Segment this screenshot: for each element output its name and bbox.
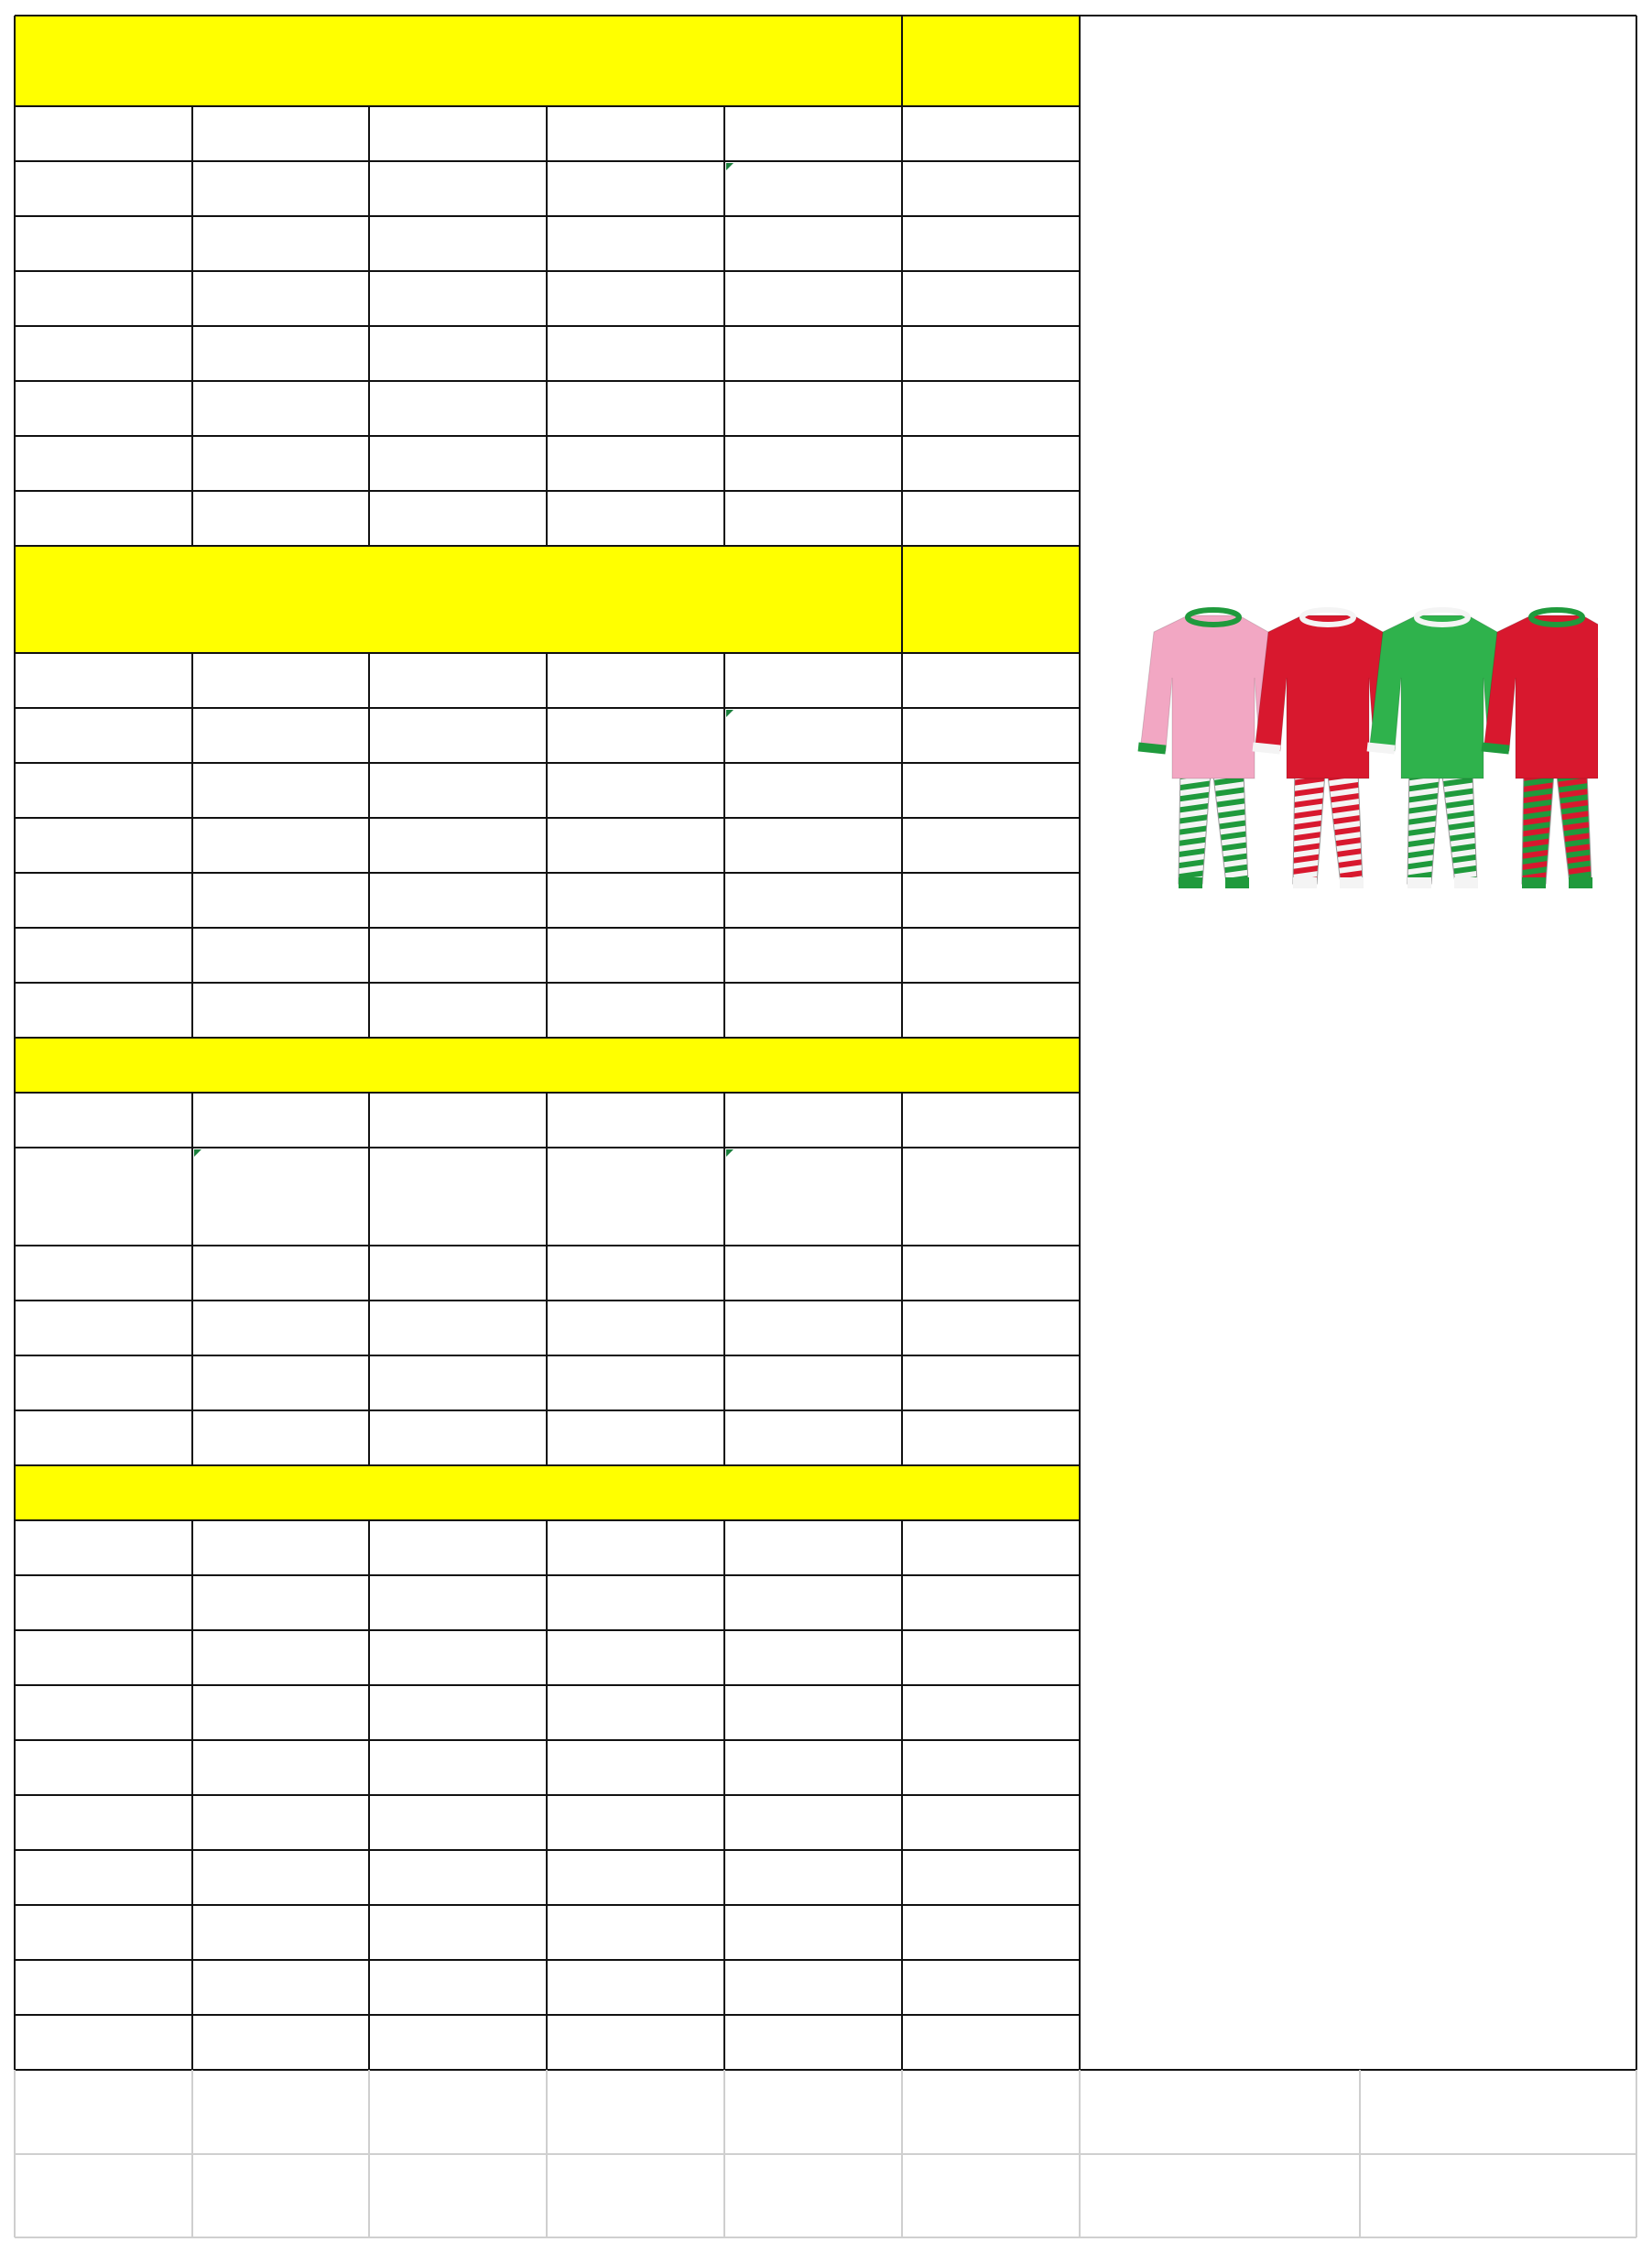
men-cell — [369, 818, 547, 873]
baby-cell — [192, 1410, 369, 1465]
red-top-pajama-top — [1484, 615, 1598, 778]
grid-line — [1079, 2070, 1081, 2237]
grid-line — [14, 2070, 16, 2237]
baby-cell — [192, 1355, 369, 1410]
children-cell — [369, 1740, 547, 1795]
children-cell — [902, 1960, 1080, 2015]
men-cell — [369, 983, 547, 1038]
grid-line — [1359, 2070, 1361, 2237]
children-cell — [547, 1740, 724, 1795]
men-cell — [192, 983, 369, 1038]
children-cell — [724, 2015, 902, 2070]
grid-line — [368, 2070, 370, 2237]
men-cell — [547, 983, 724, 1038]
baby-cell — [902, 1410, 1080, 1465]
baby-cell — [724, 1246, 902, 1301]
children-header-zh — [192, 1520, 369, 1575]
children-header-zh — [369, 1520, 547, 1575]
lady-header-en — [192, 161, 369, 216]
lady-cell — [192, 216, 369, 271]
grid-line — [546, 106, 548, 546]
baby-cell — [369, 1246, 547, 1301]
children-cell — [192, 1685, 369, 1740]
grid-line — [1080, 2069, 1636, 2071]
men-cell — [724, 763, 902, 818]
children-section-title — [15, 1465, 1080, 1520]
men-cell — [15, 818, 192, 873]
children-cell — [724, 1795, 902, 1850]
lady-header-en — [547, 161, 724, 216]
children-cell — [15, 1685, 192, 1740]
lady-header-en — [724, 161, 902, 216]
lady-section-title — [15, 16, 902, 106]
men-cell — [369, 873, 547, 928]
children-cell — [724, 1960, 902, 2015]
lady-cell — [724, 381, 902, 436]
red-top-pajama-cuff — [1569, 877, 1592, 888]
children-cell — [547, 1795, 724, 1850]
baby-cell — [902, 1246, 1080, 1301]
children-cell — [902, 1905, 1080, 1960]
lady-title-band-extra — [902, 16, 1080, 106]
lady-header-zh — [547, 106, 724, 161]
children-header-zh — [547, 1520, 724, 1575]
children-cell — [902, 1685, 1080, 1740]
baby-section-title — [15, 1038, 1080, 1093]
children-cell — [192, 1740, 369, 1795]
men-cell — [724, 983, 902, 1038]
children-cell — [369, 1795, 547, 1850]
men-header-zh — [724, 653, 902, 708]
children-cell — [547, 2015, 724, 2070]
children-header-en — [15, 1575, 192, 1630]
baby-cell — [192, 1246, 369, 1301]
grid-line — [15, 2153, 1636, 2155]
lady-cell — [724, 326, 902, 381]
grid-line — [14, 16, 16, 2070]
baby-cell — [15, 1301, 192, 1355]
children-cell — [15, 1960, 192, 2015]
children-cell — [192, 1960, 369, 2015]
children-cell — [15, 1630, 192, 1685]
children-header-en — [192, 1575, 369, 1630]
grid-line — [546, 2070, 548, 2237]
men-cell — [15, 873, 192, 928]
green-top-pajama-cuff — [1407, 877, 1431, 888]
men-header-zh — [369, 653, 547, 708]
men-header-zh — [192, 653, 369, 708]
red-top-pajama-cuff — [1293, 877, 1317, 888]
children-cell — [192, 2015, 369, 2070]
grid-line — [901, 546, 903, 653]
children-header-en — [724, 1575, 902, 1630]
men-cell — [192, 763, 369, 818]
grid-line — [546, 1093, 548, 1465]
children-cell — [192, 1850, 369, 1905]
baby-cell — [369, 1410, 547, 1465]
green-top-pajama-cuff — [1454, 877, 1478, 888]
grid-line — [723, 653, 725, 1038]
children-cell — [192, 1905, 369, 1960]
lady-cell — [15, 271, 192, 326]
baby-cell — [547, 1410, 724, 1465]
children-cell — [369, 1685, 547, 1740]
grid-line — [546, 1520, 548, 2070]
children-header-zh — [902, 1520, 1080, 1575]
men-header-zh — [547, 653, 724, 708]
lady-cell — [369, 216, 547, 271]
children-cell — [724, 1630, 902, 1685]
children-header-en — [547, 1575, 724, 1630]
lady-cell — [369, 271, 547, 326]
baby-cell — [724, 1355, 902, 1410]
baby-cell — [547, 1355, 724, 1410]
grid-line — [1636, 16, 1637, 2070]
children-cell — [192, 1630, 369, 1685]
baby-header-zh — [369, 1093, 547, 1148]
grid-line — [901, 2070, 903, 2237]
red-top-pajama-cuff — [1340, 877, 1364, 888]
lady-cell — [15, 436, 192, 491]
cell-comment-marker — [726, 710, 734, 717]
grid-line — [901, 1520, 903, 2070]
men-header-en — [15, 708, 192, 763]
lady-cell — [547, 381, 724, 436]
baby-header-zh — [192, 1093, 369, 1148]
lady-cell — [547, 271, 724, 326]
men-header-en — [192, 708, 369, 763]
grid-line — [1636, 2070, 1637, 2237]
men-cell — [724, 818, 902, 873]
pink-top-pajama-cuff — [1225, 877, 1249, 888]
lady-cell — [192, 436, 369, 491]
baby-header-en — [192, 1148, 369, 1246]
baby-cell — [192, 1301, 369, 1355]
grid-line — [191, 1093, 193, 1465]
baby-header-en — [547, 1148, 724, 1246]
lady-header-zh — [724, 106, 902, 161]
baby-header-zh — [15, 1093, 192, 1148]
men-cell — [547, 928, 724, 983]
children-cell — [724, 1850, 902, 1905]
grid-line — [191, 2070, 193, 2237]
lady-cell — [192, 326, 369, 381]
men-cell — [369, 928, 547, 983]
children-cell — [369, 1850, 547, 1905]
children-cell — [547, 1960, 724, 2015]
children-cell — [547, 1685, 724, 1740]
baby-cell — [15, 1355, 192, 1410]
lady-header-zh — [192, 106, 369, 161]
grid-line — [546, 653, 548, 1038]
cell-comment-marker — [726, 163, 734, 170]
grid-line — [15, 2237, 1636, 2238]
children-cell — [902, 1850, 1080, 1905]
lady-cell — [547, 326, 724, 381]
baby-cell — [724, 1301, 902, 1355]
men-cell — [192, 873, 369, 928]
green-top-pajama-top — [1369, 615, 1505, 778]
children-cell — [547, 1630, 724, 1685]
red-top-pajama-cuff — [1522, 877, 1546, 888]
lady-cell — [15, 216, 192, 271]
grid-line — [901, 16, 903, 106]
children-cell — [369, 1905, 547, 1960]
children-cell — [15, 2015, 192, 2070]
men-cell — [724, 873, 902, 928]
children-cell — [15, 1905, 192, 1960]
men-cell — [15, 928, 192, 983]
children-header-en — [902, 1575, 1080, 1630]
cell-comment-marker — [726, 1149, 734, 1157]
lady-cell — [15, 326, 192, 381]
lady-cell — [192, 271, 369, 326]
grid-line — [368, 1093, 370, 1465]
men-cell — [192, 818, 369, 873]
children-cell — [15, 1740, 192, 1795]
children-cell — [902, 1740, 1080, 1795]
grid-line — [368, 653, 370, 1038]
grid-line — [901, 653, 903, 1038]
men-title-band-extra — [902, 546, 1080, 653]
men-cell — [547, 818, 724, 873]
men-cell — [15, 763, 192, 818]
lady-cell — [369, 381, 547, 436]
baby-cell — [369, 1301, 547, 1355]
men-header-en — [369, 708, 547, 763]
lady-header-en — [15, 161, 192, 216]
baby-header-en — [902, 1148, 1080, 1246]
grid-line — [368, 1520, 370, 2070]
children-cell — [15, 1795, 192, 1850]
men-header-en — [547, 708, 724, 763]
baby-cell — [547, 1301, 724, 1355]
baby-header-zh — [724, 1093, 902, 1148]
children-cell — [724, 1740, 902, 1795]
men-header-zh — [15, 653, 192, 708]
men-cell — [547, 873, 724, 928]
children-cell — [724, 1905, 902, 1960]
lady-header-zh — [369, 106, 547, 161]
grid-line — [1079, 16, 1081, 2070]
baby-cell — [902, 1301, 1080, 1355]
baby-header-zh — [902, 1093, 1080, 1148]
grid-line — [901, 1093, 903, 1465]
children-cell — [192, 1795, 369, 1850]
lady-cell — [724, 271, 902, 326]
men-cell — [724, 928, 902, 983]
baby-cell — [902, 1355, 1080, 1410]
lady-cell — [369, 326, 547, 381]
lady-cell — [192, 491, 369, 546]
grid-line — [191, 1520, 193, 2070]
lady-cell — [547, 491, 724, 546]
baby-cell — [369, 1355, 547, 1410]
lady-cell — [547, 216, 724, 271]
children-cell — [724, 1685, 902, 1740]
cell-comment-marker — [194, 1149, 201, 1157]
lady-header-zh — [15, 106, 192, 161]
children-cell — [902, 1630, 1080, 1685]
red-top-pajama-top — [1255, 615, 1390, 778]
grid-line — [191, 653, 193, 1038]
grid-line — [368, 106, 370, 546]
lady-cell — [369, 491, 547, 546]
children-cell — [902, 2015, 1080, 2070]
children-cell — [547, 1905, 724, 1960]
children-header-en — [369, 1575, 547, 1630]
baby-header-zh — [547, 1093, 724, 1148]
lady-cell — [724, 436, 902, 491]
baby-cell — [15, 1410, 192, 1465]
children-cell — [902, 1795, 1080, 1850]
pajama-product-photo — [1122, 604, 1598, 916]
men-cell — [192, 928, 369, 983]
men-header-en — [724, 708, 902, 763]
pink-top-pajama-top — [1140, 615, 1276, 778]
grid-line — [723, 2070, 725, 2237]
children-cell — [547, 1850, 724, 1905]
baby-cell — [547, 1246, 724, 1301]
grid-line — [723, 106, 725, 546]
baby-header-en — [15, 1148, 192, 1246]
grid-line — [191, 106, 193, 546]
lady-cell — [15, 381, 192, 436]
lady-cell — [369, 436, 547, 491]
lady-cell — [724, 491, 902, 546]
pink-top-pajama-cuff — [1179, 877, 1202, 888]
children-header-zh — [724, 1520, 902, 1575]
lady-cell — [15, 491, 192, 546]
children-header-zh — [15, 1520, 192, 1575]
grid-line — [723, 1093, 725, 1465]
grid-line — [723, 1520, 725, 2070]
baby-cell — [15, 1246, 192, 1301]
lady-cell — [724, 216, 902, 271]
baby-cell — [724, 1410, 902, 1465]
children-cell — [369, 2015, 547, 2070]
children-cell — [15, 1850, 192, 1905]
baby-header-en — [369, 1148, 547, 1246]
grid-line — [901, 106, 903, 546]
men-cell — [547, 763, 724, 818]
men-cell — [15, 983, 192, 1038]
lady-cell — [547, 436, 724, 491]
lady-header-en — [369, 161, 547, 216]
men-section-title — [15, 546, 902, 653]
baby-header-en — [724, 1148, 902, 1246]
men-cell — [369, 763, 547, 818]
grid-line — [15, 15, 1636, 16]
children-cell — [369, 1630, 547, 1685]
lady-cell — [192, 381, 369, 436]
children-cell — [369, 1960, 547, 2015]
